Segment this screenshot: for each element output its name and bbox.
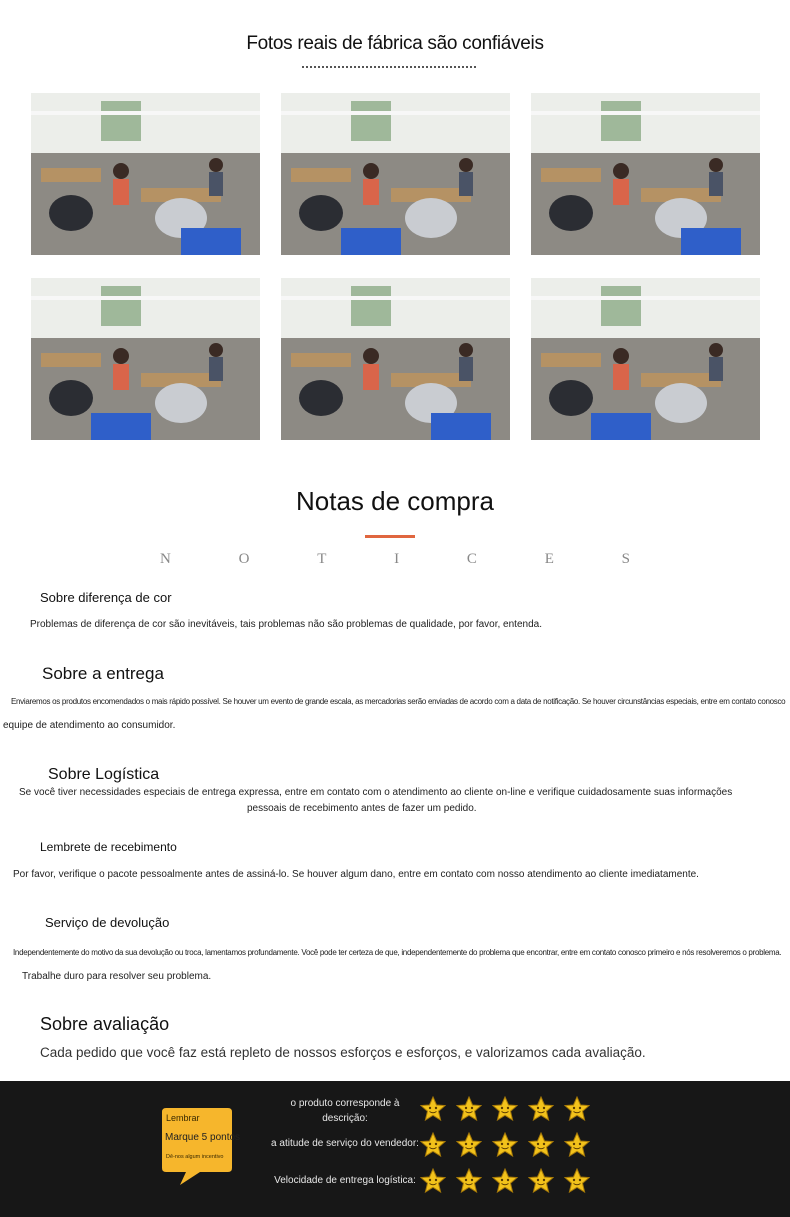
rating-label-logistics: Velocidade de entrega logística:	[274, 1175, 416, 1186]
notices-letters	[160, 551, 630, 568]
notices-letter: I	[394, 551, 400, 567]
notices-letter: T	[317, 551, 327, 567]
notes-underline	[365, 535, 415, 538]
rating-label-service: a atitude de serviço do vendedor:	[271, 1138, 419, 1149]
delivery-text-cont: equipe de atendimento ao consumidor.	[3, 720, 176, 731]
receipt-text: Por favor, verifique o pacote pessoalmente antes de assiná-lo. Se houver algum dano, entre em contato com nosso atendimento ao cliente imediatamente.	[13, 869, 699, 880]
star-icon[interactable]	[564, 1132, 590, 1158]
star-icon[interactable]	[456, 1096, 482, 1122]
notices-letter: E	[544, 551, 554, 567]
notices-letter: N	[160, 551, 171, 567]
review-heading: Sobre avaliação	[40, 1014, 170, 1034]
badge-line3: Dê-nos algum incentivo	[166, 1154, 224, 1160]
notes-title: Notas de compra	[296, 486, 494, 516]
rating-stars-logistics[interactable]	[420, 1168, 590, 1194]
delivery-text: Enviaremos os produtos encomendados o mais rápido possível. Se houver um evento de grande escala, as mercadorias serão enviadas de acordo com a data de notificação. Se houver circunstâncias especiais, entre em contato conosco	[11, 697, 786, 706]
notices-letter: C	[466, 551, 477, 567]
star-icon[interactable]	[492, 1096, 518, 1122]
logistics-text: Se você tiver necessidades especiais de entrega expressa, entre em contato com o atendimento ao cliente on-line e verifique cuidadosamente suas informações	[19, 787, 733, 798]
factory-photo-4	[31, 278, 260, 440]
factory-photo-1	[31, 93, 260, 255]
notices-letter: O	[238, 551, 250, 567]
star-icon[interactable]	[564, 1096, 590, 1122]
badge-line2: Marque 5 pontos	[165, 1132, 241, 1143]
color-heading: Sobre diferença de cor	[40, 590, 172, 605]
title-divider	[302, 66, 476, 68]
returns-text-cont: Trabalhe duro para resolver seu problema.	[22, 971, 212, 982]
star-icon[interactable]	[528, 1096, 554, 1122]
star-icon[interactable]	[528, 1132, 554, 1158]
factory-photo-6	[531, 278, 760, 440]
reminder-badge	[162, 1108, 241, 1186]
logistics-text-cont: pessoais de recebimento antes de fazer um pedido.	[247, 803, 477, 814]
receipt-heading: Lembrete de recebimento	[40, 840, 177, 854]
badge-line1: Lembrar	[166, 1113, 200, 1123]
rating-stars-description[interactable]	[420, 1096, 590, 1122]
star-icon[interactable]	[528, 1168, 554, 1194]
star-icon[interactable]	[420, 1168, 446, 1194]
star-icon[interactable]	[420, 1096, 446, 1122]
star-icon[interactable]	[456, 1132, 482, 1158]
returns-heading: Serviço de devolução	[45, 915, 170, 930]
notices-letter: S	[621, 551, 630, 567]
star-icon[interactable]	[420, 1132, 446, 1158]
rating-stars-service[interactable]	[420, 1132, 590, 1158]
review-text: Cada pedido que você faz está repleto de nossos esforços e esforços, e valorizamos cada avaliação.	[40, 1045, 646, 1060]
star-icon[interactable]	[492, 1168, 518, 1194]
color-text: Problemas de diferença de cor são inevitáveis, tais problemas não são problemas de qualidade, por favor, entenda.	[30, 619, 542, 630]
star-icon[interactable]	[492, 1132, 518, 1158]
factory-photo-5	[281, 278, 510, 440]
logistics-heading: Sobre Logística	[48, 766, 160, 783]
star-icon[interactable]	[564, 1168, 590, 1194]
star-icon[interactable]	[456, 1168, 482, 1194]
factory-photo-2	[281, 93, 510, 255]
factory-title: Fotos reais de fábrica são confiáveis	[246, 33, 544, 54]
factory-photo-3	[531, 93, 760, 255]
delivery-heading: Sobre a entrega	[42, 664, 164, 683]
returns-text: Independentemente do motivo da sua devolução ou troca, lamentamos profundamente. Você pode ter certeza de que, independentemente do problema que encontrar, entre em contato conosco primeiro e nós resolveremos o problema.	[13, 948, 782, 957]
rating-label-description: o produto corresponde à descrição:	[290, 1098, 400, 1124]
